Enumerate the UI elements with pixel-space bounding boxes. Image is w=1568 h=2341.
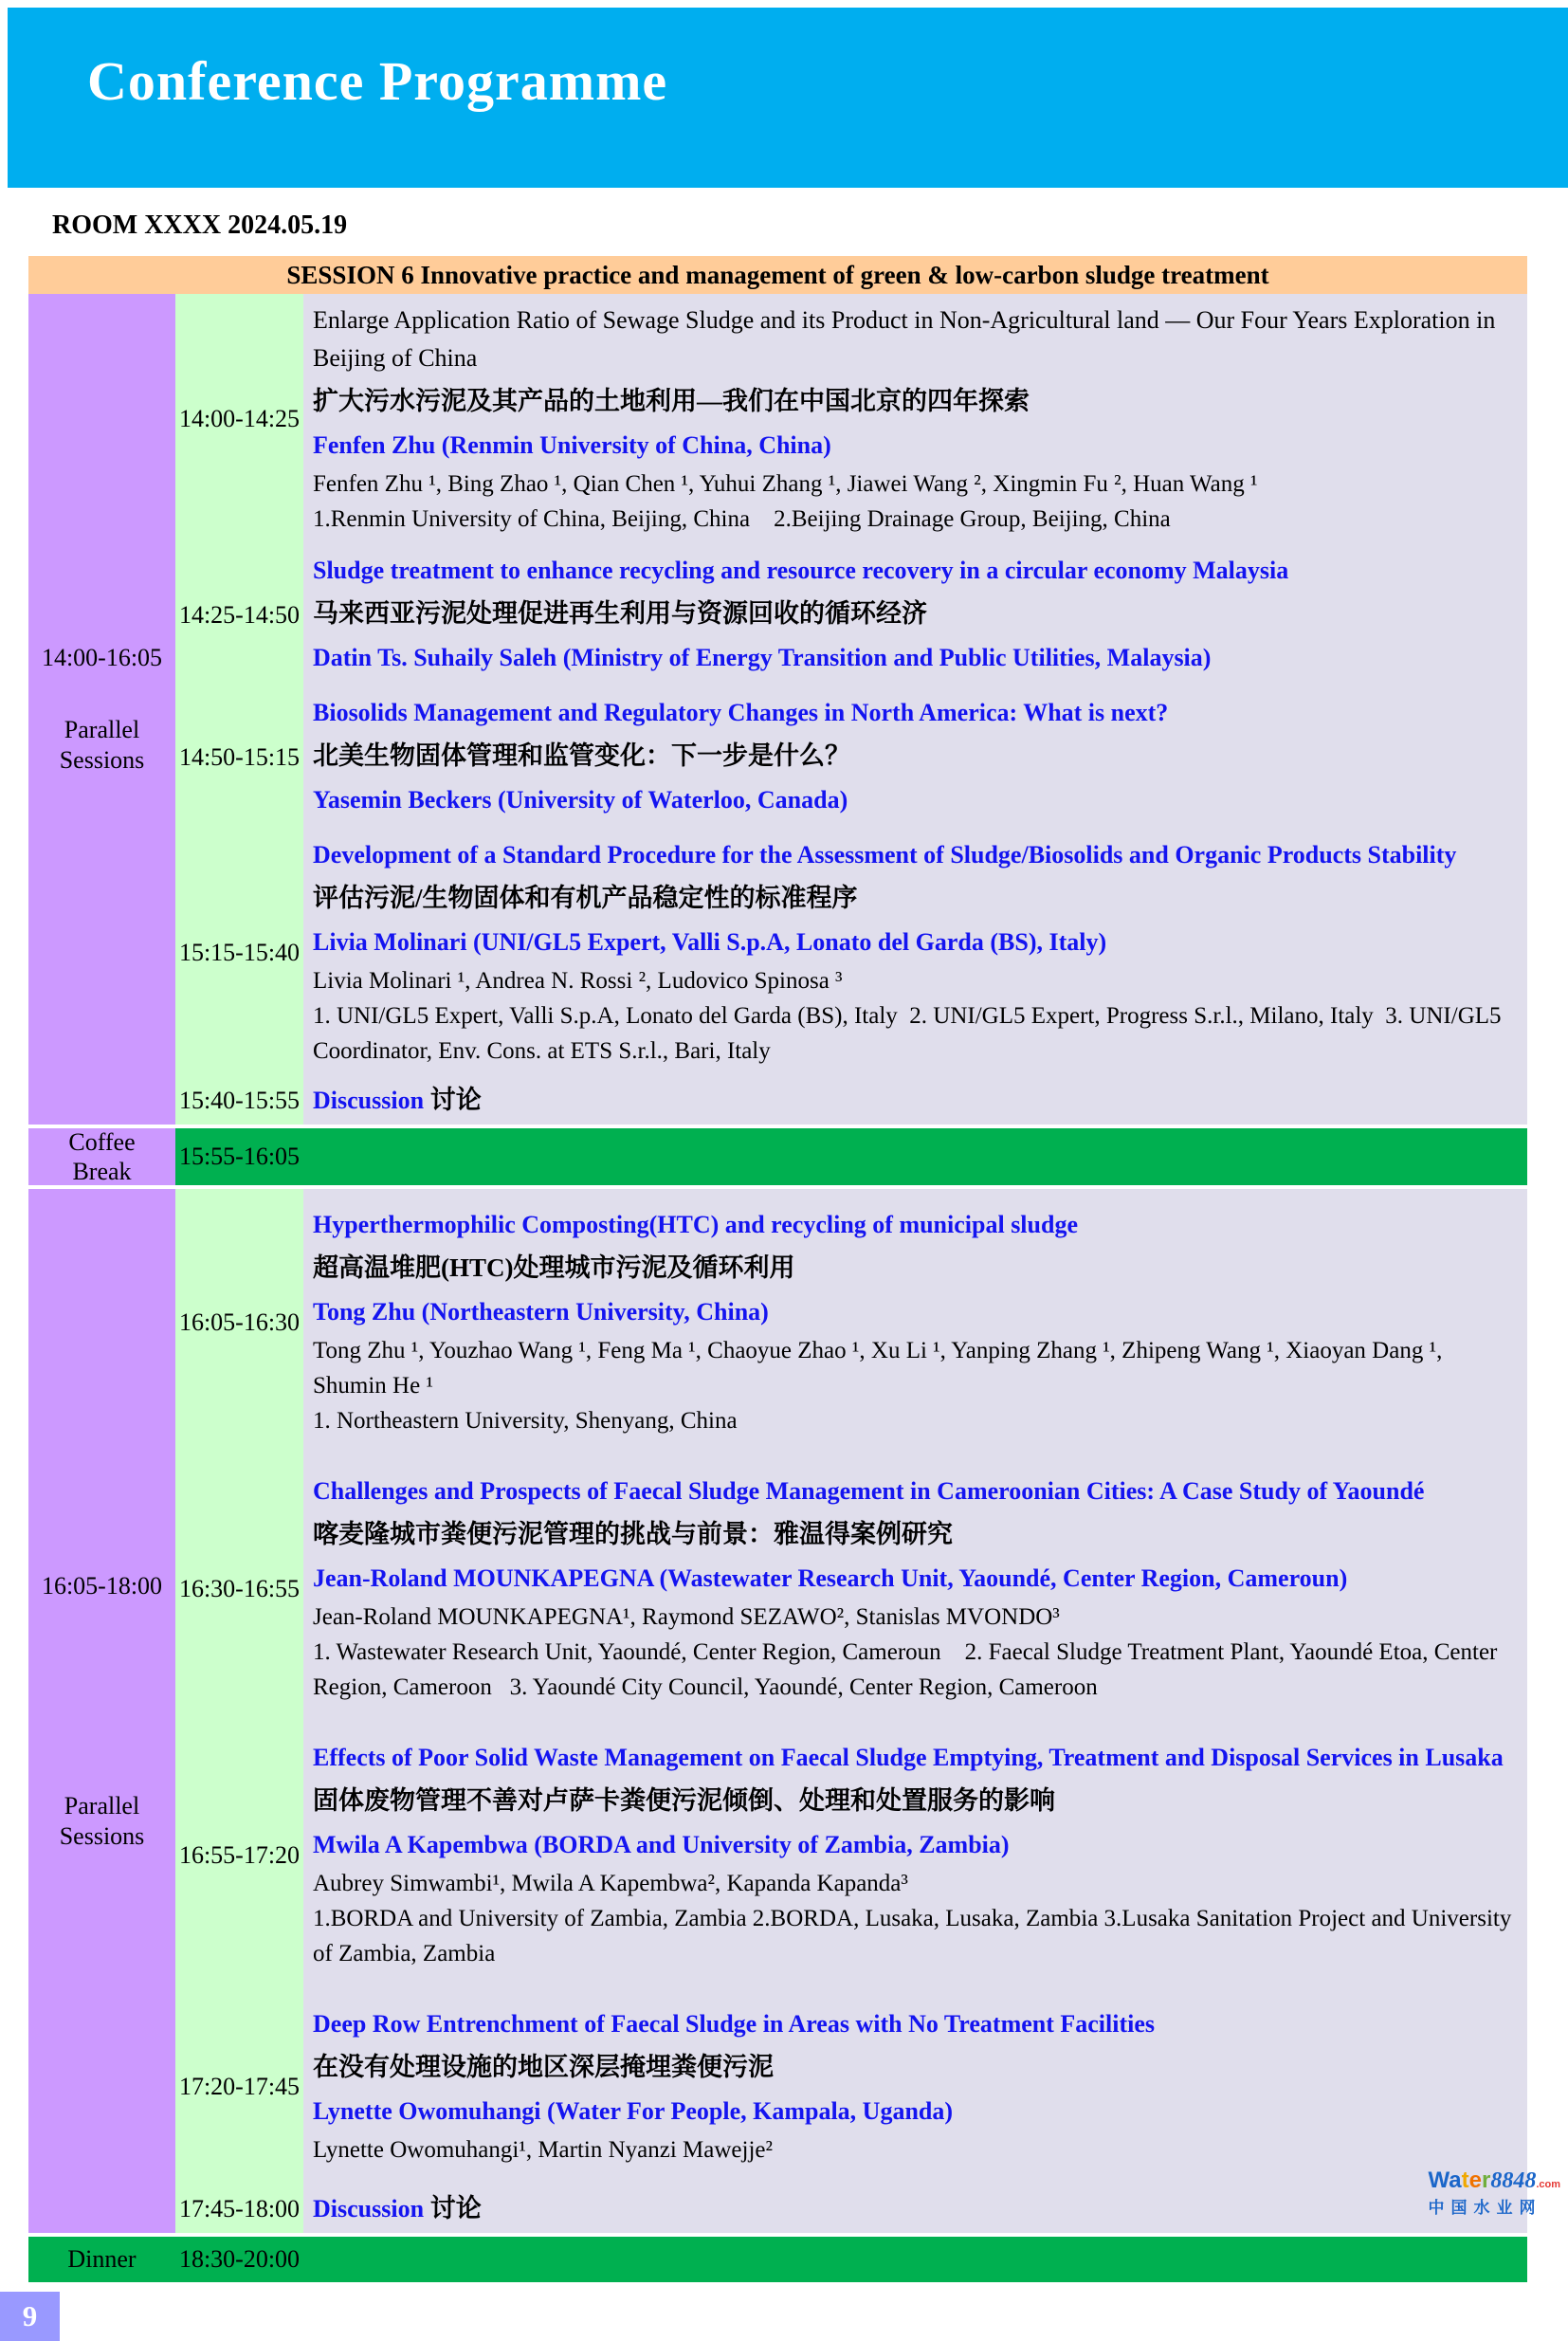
programme-slot: [175, 686, 1527, 829]
talk-authors: Fenfen Zhu ¹, Bing Zhao ¹, Qian Chen ¹, Yuhui Zhang ¹, Jiawei Wang ², Xingmin Fu ², Huan Wang ¹: [313, 471, 1258, 497]
coffee-break-row: [28, 1125, 1527, 1189]
slot-content: [303, 829, 1527, 1076]
talk-title-en: Development of a Standard Procedure for the Assessment of Sludge/Biosolids and Organic Products Stability: [313, 841, 1457, 869]
talk-speaker: Lynette Owomuhangi (Water For People, Kampala, Uganda): [313, 2097, 954, 2125]
slot-time: 16:30-16:55: [175, 1455, 303, 1722]
page-number-tab: [0, 2292, 60, 2341]
programme-slot: [175, 2185, 1527, 2233]
slot-time: 17:20-17:45: [175, 1988, 303, 2185]
coffee-break-bar: [175, 1128, 1527, 1185]
discussion-en: Discussion: [313, 2195, 425, 2222]
water8848-wordmark: [1428, 2167, 1561, 2195]
slot-time: 16:05-16:30: [175, 1189, 303, 1455]
logo-segment: .com: [1536, 2179, 1560, 2190]
slot-content: [303, 1722, 1527, 1988]
slot-content: [303, 1455, 1527, 1722]
talk-speaker: Fenfen Zhu (Renmin University of China, China): [313, 431, 831, 459]
logo-segment: 8848: [1490, 2168, 1537, 2193]
section-time-range: 16:05-18:00: [41, 1571, 163, 1600]
talk-title-en: Challenges and Prospects of Faecal Sludge Management in Cameroonian Cities: A Case Study of Yaoundé: [313, 1477, 1425, 1505]
programme-slot: [175, 1076, 1527, 1125]
talk-authors: Jean-Roland MOUNKAPEGNA¹, Raymond SEZAWO², Stanislas MVONDO³: [313, 1604, 1060, 1630]
talk-title-cn: 评估污泥/生物固体和有机产品稳定性的标准程序: [313, 884, 858, 912]
slot-time: 15:40-15:55: [175, 1076, 303, 1125]
room-date-heading: ROOM XXXX 2024.05.19: [52, 210, 348, 240]
slot-content: [303, 1076, 1527, 1125]
talk-authors: Aubrey Simwambi¹, Mwila A Kapembwa², Kapanda Kapanda³: [313, 1871, 908, 1896]
slot-time: 16:55-17:20: [175, 1722, 303, 1988]
talk-speaker: Yasemin Beckers (University of Waterloo, Canada): [313, 786, 848, 814]
section-parallel-1: [28, 294, 1527, 1125]
slot-time: 14:25-14:50: [175, 544, 303, 686]
banner: [8, 8, 1568, 188]
parallel-sessions-label: Parallel Sessions: [59, 716, 145, 774]
slot-content: [303, 1189, 1527, 1455]
section-time-cell: [28, 1189, 175, 2233]
programme-slot: [175, 1455, 1527, 1722]
talk-title-cn: 超高温堆肥(HTC)处理城市污泥及循环利用: [313, 1253, 795, 1282]
talk-title-cn: 北美生物固体管理和监管变化：下一步是什么？: [313, 741, 850, 770]
logo-chinese-name: 中国水业网: [1428, 2199, 1542, 2217]
talk-title-en: Sludge treatment to enhance recycling and resource recovery in a circular economy Malaysia: [313, 557, 1289, 584]
talk-affiliations: 1. Wastewater Research Unit, Yaoundé, Center Region, Cameroun 2. Faecal Sludge Treatment Plant, Yaoundé Etoa, Center Region, Cameroon 3. Yaoundé City Council, Yaoundé, Center Region, Cameroon: [313, 1639, 1504, 1700]
talk-title-en: Deep Row Entrenchment of Faecal Sludge in Areas with No Treatment Facilities: [313, 2010, 1156, 2038]
talk-title-cn: 固体废物管理不善对卢萨卡粪便污泥倾倒、处理和处置服务的影响: [313, 1786, 1055, 1815]
discussion-cn: 讨论: [424, 1086, 482, 1114]
logo-segment: r: [1481, 2167, 1491, 2193]
discussion-cn: 讨论: [424, 2194, 482, 2222]
talk-speaker: Tong Zhu (Northeastern University, China): [313, 1298, 769, 1326]
slot-content: [303, 686, 1527, 829]
water8848-logo: [1428, 2167, 1561, 2219]
parallel-sessions-label: Parallel Sessions: [59, 1791, 145, 1850]
logo-segment: t: [1461, 2167, 1469, 2193]
slot-time: 14:50-15:15: [175, 686, 303, 829]
programme-slot: [175, 1988, 1527, 2185]
dinner-time: 18:30-20:00: [178, 2245, 301, 2273]
section-time-cell: [28, 294, 175, 1125]
talk-title-cn: 扩大污水污泥及其产品的土地利用—我们在中国北京的四年探索: [313, 387, 1030, 415]
talk-affiliations: 1. Northeastern University, Shenyang, China: [313, 1408, 738, 1434]
page-number: 9: [22, 2299, 38, 2332]
coffee-break-label-text: Coffee Break: [68, 1128, 136, 1185]
dinner-row: [28, 2233, 1527, 2282]
slot-content: [303, 2185, 1527, 2233]
slot-content: [303, 544, 1527, 686]
talk-authors: Lynette Owomuhangi¹, Martin Nyanzi Mawejje²: [313, 2137, 774, 2163]
slot-content: [303, 294, 1527, 544]
talk-title-en: Hyperthermophilic Composting(HTC) and recycling of municipal sludge: [313, 1211, 1078, 1238]
talk-affiliations: 1. UNI/GL5 Expert, Valli S.p.A, Lonato del Garda (BS), Italy 2. UNI/GL5 Expert, Progress S.r.l., Milano, Italy 3. UNI/GL5 Coordinator, Env. Cons. at ETS S.r.l., Bari, Italy: [313, 1003, 1507, 1064]
page: [0, 8, 1568, 2332]
talk-title-cn: 在没有处理设施的地区深层掩埋粪便污泥: [313, 2053, 774, 2081]
discussion-en: Discussion: [313, 1087, 425, 1114]
talk-authors: Tong Zhu ¹, Youzhao Wang ¹, Feng Ma ¹, Chaoyue Zhao ¹, Xu Li ¹, Yanping Zhang ¹, Zhipeng Wang ¹, Xiaoyan Dang ¹, Shumin He ¹: [313, 1338, 1443, 1399]
talk-speaker: Livia Molinari (UNI/GL5 Expert, Valli S.p.A, Lonato del Garda (BS), Italy): [313, 928, 1107, 956]
slot-list: [175, 1189, 1527, 2233]
talk-title-en: Biosolids Management and Regulatory Changes in North America: What is next?: [313, 699, 1169, 726]
talk-speaker: Mwila A Kapembwa (BORDA and University of Zambia, Zambia): [313, 1831, 1010, 1858]
logo-segment: e: [1468, 2167, 1482, 2193]
programme-slot: [175, 294, 1527, 544]
programme-slot: [175, 1722, 1527, 1988]
talk-authors: Livia Molinari ¹, Andrea N. Rossi ², Ludovico Spinosa ³: [313, 968, 843, 994]
discussion-line: [313, 1081, 1514, 1120]
session-header: SESSION 6 Innovative practice and management of green & low-carbon sludge treatment: [28, 256, 1527, 294]
programme-slot: [175, 544, 1527, 686]
section-parallel-2: [28, 1189, 1527, 2233]
logo-segment: Wa: [1428, 2167, 1462, 2193]
slot-time: 15:15-15:40: [175, 829, 303, 1076]
dinner-label: Dinner: [67, 2245, 137, 2273]
slot-content: [303, 1988, 1527, 2185]
talk-affiliations: 1.Renmin University of China, Beijing, China 2.Beijing Drainage Group, Beijing, China: [313, 506, 1171, 532]
slot-time: 14:00-14:25: [175, 294, 303, 544]
programme-table: [28, 256, 1527, 2282]
talk-title-en: Effects of Poor Solid Waste Management on Faecal Sludge Emptying, Treatment and Disposal Services in Lusaka: [313, 1744, 1504, 1771]
section-time-range: 14:00-16:05: [41, 644, 163, 671]
coffee-break-time: 15:55-16:05: [178, 1143, 301, 1170]
talk-title-en: Enlarge Application Ratio of Sewage Sludge and its Product in Non-Agricultural land — Our Four Years Exploration in Beijing of China: [313, 306, 1496, 372]
slot-list: [175, 294, 1527, 1125]
coffee-break-label: [28, 1128, 175, 1185]
page-title: Conference Programme: [87, 50, 668, 112]
discussion-line: [313, 2189, 1514, 2228]
programme-slot: [175, 829, 1527, 1076]
talk-affiliations: 1.BORDA and University of Zambia, Zambia 2.BORDA, Lusaka, Lusaka, Zambia 3.Lusaka Sanitation Project and University of Zambia, Zambia: [313, 1906, 1518, 1966]
talk-speaker: Datin Ts. Suhaily Saleh (Ministry of Energy Transition and Public Utilities, Malaysia): [313, 644, 1212, 671]
slot-time: 17:45-18:00: [175, 2185, 303, 2233]
talk-title-cn: 喀麦隆城市粪便污泥管理的挑战与前景：雅温得案例研究: [313, 1520, 953, 1548]
talk-title-cn: 马来西亚污泥处理促进再生利用与资源回收的循环经济: [313, 599, 927, 628]
programme-slot: [175, 1189, 1527, 1455]
talk-speaker: Jean-Roland MOUNKAPEGNA (Wastewater Research Unit, Yaoundé, Center Region, Cameroun): [313, 1564, 1348, 1592]
